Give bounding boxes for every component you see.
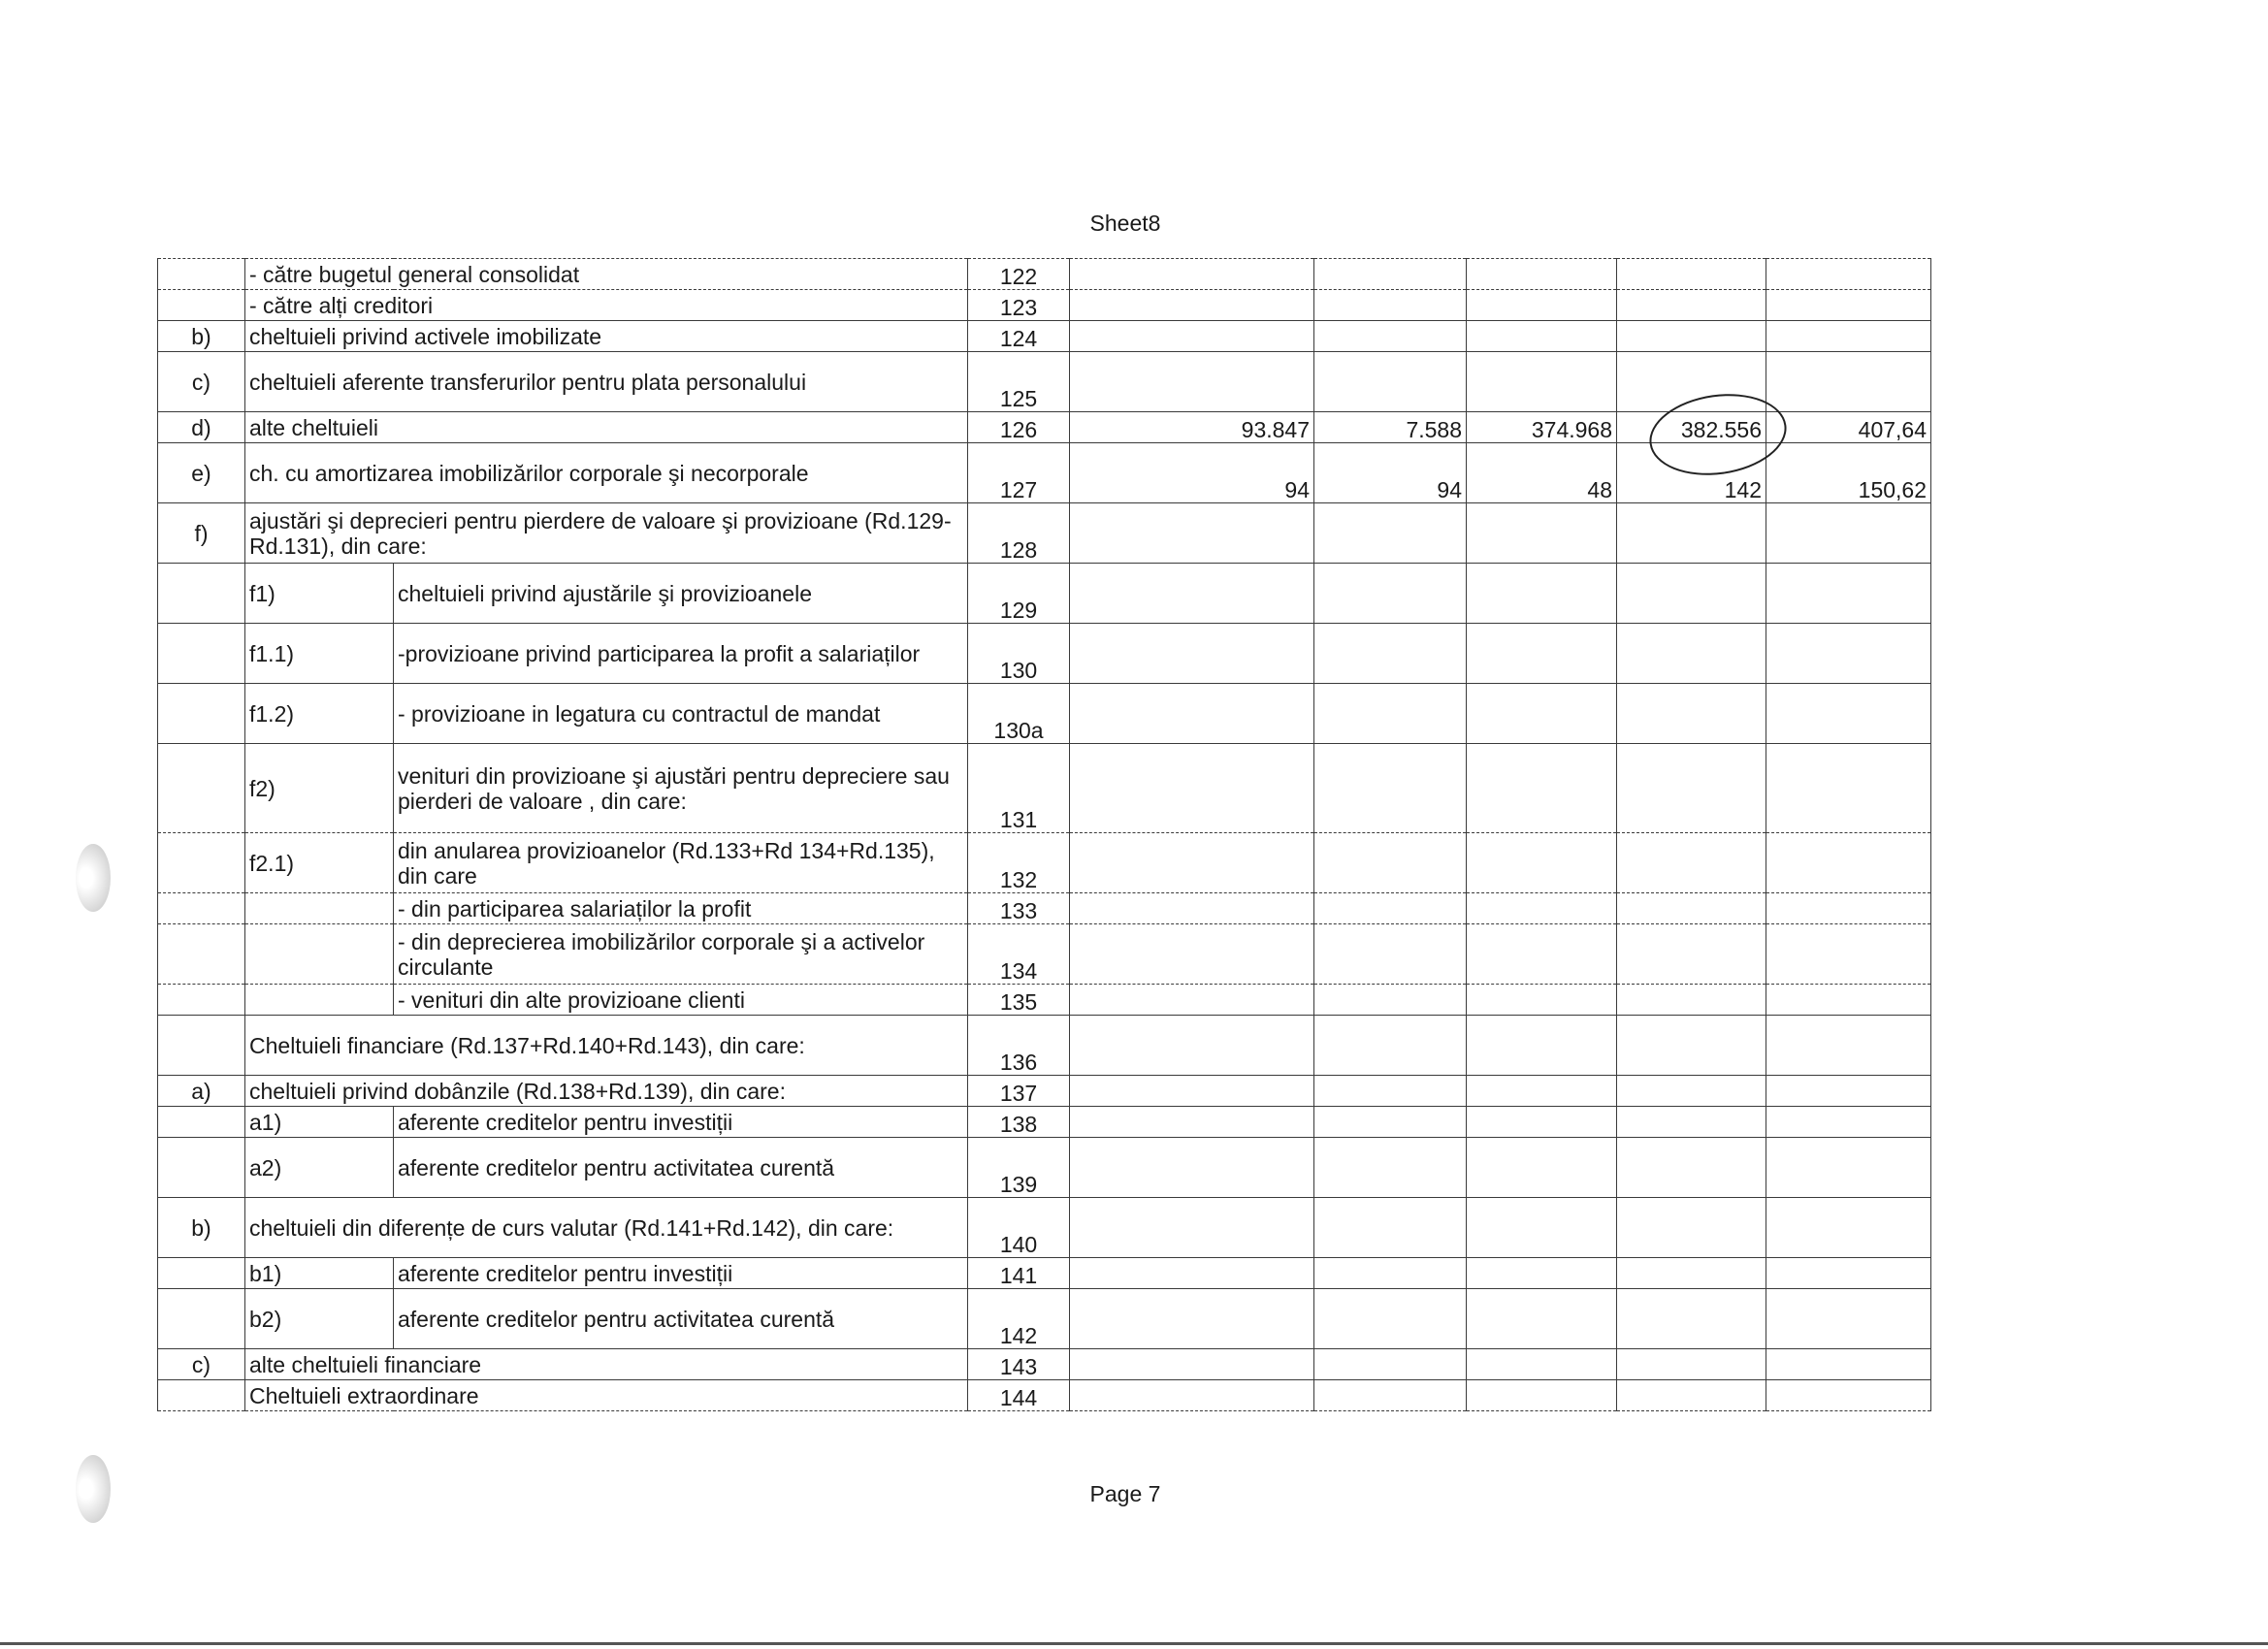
value-cell (1766, 1076, 1931, 1107)
row-sub-cell: b1) (245, 1258, 394, 1289)
row-label-cell: aferente creditelor pentru investiții (394, 1258, 968, 1289)
row-sub-cell: f1.2) (245, 684, 394, 744)
row-code-cell: 126 (968, 412, 1070, 443)
row-letter-cell (158, 1016, 245, 1076)
value-cell (1766, 1138, 1931, 1198)
page-edge (0, 1642, 2268, 1645)
sheet-title: Sheet8 (1089, 210, 1161, 236)
row-label-cell: venituri din provizioane şi ajustări pentru depreciere sau pierderi de valoare , din care: (394, 744, 968, 833)
value-cell (1070, 985, 1314, 1016)
row-label-cell: cheltuieli din diferențe de curs valutar (Rd.141+Rd.142), din care: (245, 1198, 968, 1258)
row-letter-cell (158, 259, 245, 290)
punch-hole-mark (76, 844, 111, 912)
value-cell (1314, 259, 1467, 290)
row-label-cell: - din deprecierea imobilizărilor corporale şi a activelor circulante (394, 924, 968, 985)
value-cell (1617, 985, 1766, 1016)
value-cell (1314, 1289, 1467, 1349)
value-cell (1467, 624, 1617, 684)
value-cell (1467, 1289, 1617, 1349)
table-row (158, 259, 1931, 290)
table-row (158, 321, 1931, 352)
value-cell (1617, 893, 1766, 924)
table-row (158, 503, 1931, 564)
row-sub-cell: a1) (245, 1107, 394, 1138)
row-letter-cell (158, 924, 245, 985)
row-code-cell: 127 (968, 443, 1070, 503)
value-cell (1766, 564, 1931, 624)
value-cell (1314, 321, 1467, 352)
value-cell: 94 (1070, 443, 1314, 503)
value-cell (1070, 833, 1314, 893)
row-code-cell: 143 (968, 1349, 1070, 1380)
value-cell (1314, 1380, 1467, 1411)
row-letter-cell (158, 1258, 245, 1289)
value-cell (1766, 624, 1931, 684)
value-cell (1766, 1289, 1931, 1349)
value-cell (1617, 503, 1766, 564)
value-cell: 374.968 (1467, 412, 1617, 443)
value-cell (1766, 893, 1931, 924)
value-cell (1467, 1380, 1617, 1411)
value-cell: 382.556 (1617, 412, 1766, 443)
value-cell (1070, 924, 1314, 985)
value-cell (1467, 1258, 1617, 1289)
value-cell (1314, 833, 1467, 893)
punch-hole-mark (76, 1455, 111, 1523)
value-cell (1617, 1016, 1766, 1076)
value-cell (1617, 259, 1766, 290)
value-cell (1467, 1016, 1617, 1076)
row-letter-cell: c) (158, 1349, 245, 1380)
value-cell (1314, 352, 1467, 412)
value-cell (1467, 1138, 1617, 1198)
value-cell (1070, 1138, 1314, 1198)
table-row (158, 893, 1931, 924)
value-cell (1617, 744, 1766, 833)
row-label-cell: Cheltuieli financiare (Rd.137+Rd.140+Rd.143), din care: (245, 1016, 968, 1076)
row-code-cell: 129 (968, 564, 1070, 624)
table-row (158, 924, 1931, 985)
value-cell (1467, 1076, 1617, 1107)
value-cell (1766, 259, 1931, 290)
row-label-cell: aferente creditelor pentru activitatea curentă (394, 1138, 968, 1198)
row-letter-cell (158, 1138, 245, 1198)
value-cell: 142 (1617, 443, 1766, 503)
table-row (158, 684, 1931, 744)
value-cell (1314, 503, 1467, 564)
value-cell (1766, 1107, 1931, 1138)
value-cell (1617, 1258, 1766, 1289)
row-letter-cell (158, 833, 245, 893)
row-code-cell: 132 (968, 833, 1070, 893)
row-letter-cell (158, 1107, 245, 1138)
value-cell (1314, 744, 1467, 833)
value-cell (1617, 684, 1766, 744)
value-cell: 407,64 (1766, 412, 1931, 443)
value-cell (1766, 321, 1931, 352)
value-cell (1070, 259, 1314, 290)
value-cell (1070, 1198, 1314, 1258)
row-label-cell: aferente creditelor pentru investiții (394, 1107, 968, 1138)
value-cell (1467, 985, 1617, 1016)
table-row (158, 744, 1931, 833)
value-cell (1070, 1107, 1314, 1138)
row-letter-cell (158, 684, 245, 744)
value-cell (1070, 893, 1314, 924)
row-code-cell: 122 (968, 259, 1070, 290)
value-cell (1617, 1198, 1766, 1258)
row-code-cell: 125 (968, 352, 1070, 412)
row-sub-cell: b2) (245, 1289, 394, 1349)
row-code-cell: 144 (968, 1380, 1070, 1411)
table-row (158, 1349, 1931, 1380)
row-code-cell: 130 (968, 624, 1070, 684)
row-letter-cell (158, 985, 245, 1016)
value-cell (1314, 1076, 1467, 1107)
value-cell (1070, 503, 1314, 564)
value-cell (1766, 985, 1931, 1016)
row-code-cell: 137 (968, 1076, 1070, 1107)
row-letter-cell (158, 1380, 245, 1411)
value-cell (1617, 321, 1766, 352)
value-cell (1617, 1107, 1766, 1138)
row-label-cell: aferente creditelor pentru activitatea curentă (394, 1289, 968, 1349)
table-row (158, 985, 1931, 1016)
row-sub-cell: f1.1) (245, 624, 394, 684)
value-cell (1617, 924, 1766, 985)
row-label-cell: ajustări şi deprecieri pentru pierdere de valoare şi provizioane (Rd.129-Rd.131), din care: (245, 503, 968, 564)
value-cell (1314, 1016, 1467, 1076)
value-cell: 93.847 (1070, 412, 1314, 443)
row-code-cell: 123 (968, 290, 1070, 321)
row-code-cell: 139 (968, 1138, 1070, 1198)
value-cell (1766, 1198, 1931, 1258)
value-cell (1467, 833, 1617, 893)
value-cell (1314, 290, 1467, 321)
table-row (158, 290, 1931, 321)
value-cell (1070, 1349, 1314, 1380)
row-letter-cell (158, 624, 245, 684)
row-sub-cell: f1) (245, 564, 394, 624)
row-label-cell: cheltuieli aferente transferurilor pentru plata personalului (245, 352, 968, 412)
row-letter-cell (158, 744, 245, 833)
row-label-cell: - provizioane in legatura cu contractul de mandat (394, 684, 968, 744)
row-label-cell: cheltuieli privind ajustările şi provizioanele (394, 564, 968, 624)
table-row (158, 1380, 1931, 1411)
row-label-cell: - către alți creditori (245, 290, 968, 321)
value-cell (1467, 924, 1617, 985)
row-letter-cell: c) (158, 352, 245, 412)
value-cell (1766, 1349, 1931, 1380)
row-label-cell: -provizioane privind participarea la profit a salariaților (394, 624, 968, 684)
value-cell (1070, 684, 1314, 744)
value-cell (1467, 321, 1617, 352)
value-cell (1467, 503, 1617, 564)
value-cell (1314, 1258, 1467, 1289)
value-cell (1766, 1258, 1931, 1289)
row-letter-cell (158, 290, 245, 321)
value-cell (1314, 893, 1467, 924)
value-cell: 48 (1467, 443, 1617, 503)
table-row (158, 1138, 1931, 1198)
value-cell (1314, 1349, 1467, 1380)
row-label-cell: ch. cu amortizarea imobilizărilor corporale şi necorporale (245, 443, 968, 503)
row-code-cell: 138 (968, 1107, 1070, 1138)
value-cell (1070, 1289, 1314, 1349)
row-label-cell: - din participarea salariaților la profit (394, 893, 968, 924)
row-letter-cell (158, 893, 245, 924)
value-cell (1617, 564, 1766, 624)
value-cell (1314, 1138, 1467, 1198)
row-letter-cell: e) (158, 443, 245, 503)
value-cell (1070, 1380, 1314, 1411)
value-cell (1617, 1138, 1766, 1198)
row-label-cell: - către bugetul general consolidat (245, 259, 968, 290)
value-cell (1617, 833, 1766, 893)
row-sub-cell (245, 893, 394, 924)
row-sub-cell (245, 924, 394, 985)
row-label-cell: alte cheltuieli financiare (245, 1349, 968, 1380)
row-sub-cell: f2) (245, 744, 394, 833)
table-row (158, 352, 1931, 412)
value-cell (1766, 684, 1931, 744)
value-cell (1467, 1198, 1617, 1258)
row-code-cell: 135 (968, 985, 1070, 1016)
row-letter-cell: b) (158, 1198, 245, 1258)
value-cell (1467, 564, 1617, 624)
value-cell (1070, 744, 1314, 833)
value-cell: 150,62 (1766, 443, 1931, 503)
row-label-cell: din anularea provizioanelor (Rd.133+Rd 134+Rd.135), din care (394, 833, 968, 893)
row-sub-cell (245, 985, 394, 1016)
value-cell (1766, 924, 1931, 985)
value-cell (1617, 624, 1766, 684)
value-cell: 94 (1314, 443, 1467, 503)
row-label-cell: cheltuieli privind activele imobilizate (245, 321, 968, 352)
row-code-cell: 131 (968, 744, 1070, 833)
value-cell (1314, 624, 1467, 684)
row-letter-cell: b) (158, 321, 245, 352)
row-sub-cell: f2.1) (245, 833, 394, 893)
value-cell (1070, 564, 1314, 624)
value-cell (1314, 1107, 1467, 1138)
table-row (158, 624, 1931, 684)
row-label-cell: Cheltuieli extraordinare (245, 1380, 968, 1411)
value-cell (1467, 1349, 1617, 1380)
value-cell (1070, 624, 1314, 684)
row-letter-cell (158, 1289, 245, 1349)
row-letter-cell: f) (158, 503, 245, 564)
value-cell (1617, 1289, 1766, 1349)
table-row (158, 833, 1931, 893)
value-cell (1467, 290, 1617, 321)
value-cell (1467, 1107, 1617, 1138)
value-cell (1070, 1076, 1314, 1107)
value-cell (1617, 290, 1766, 321)
page-number: Page 7 (1089, 1481, 1161, 1506)
row-letter-cell (158, 564, 245, 624)
table-row (158, 1076, 1931, 1107)
value-cell: 7.588 (1314, 412, 1467, 443)
row-label-cell: - venituri din alte provizioane clienti (394, 985, 968, 1016)
value-cell (1070, 321, 1314, 352)
row-label-cell: cheltuieli privind dobânzile (Rd.138+Rd.139), din care: (245, 1076, 968, 1107)
row-letter-cell: a) (158, 1076, 245, 1107)
row-code-cell: 142 (968, 1289, 1070, 1349)
value-cell (1467, 259, 1617, 290)
row-code-cell: 133 (968, 893, 1070, 924)
value-cell (1617, 1349, 1766, 1380)
value-cell (1617, 1380, 1766, 1411)
value-cell (1070, 290, 1314, 321)
table-row (158, 1258, 1931, 1289)
table-row (158, 1198, 1931, 1258)
row-code-cell: 128 (968, 503, 1070, 564)
value-cell (1766, 1380, 1931, 1411)
row-sub-cell: a2) (245, 1138, 394, 1198)
row-code-cell: 141 (968, 1258, 1070, 1289)
value-cell (1766, 290, 1931, 321)
value-cell (1467, 684, 1617, 744)
value-cell (1314, 924, 1467, 985)
value-cell (1070, 1258, 1314, 1289)
value-cell (1467, 744, 1617, 833)
value-cell (1467, 893, 1617, 924)
table-row (158, 1016, 1931, 1076)
table-row (158, 1289, 1931, 1349)
row-code-cell: 136 (968, 1016, 1070, 1076)
row-code-cell: 134 (968, 924, 1070, 985)
table-row (158, 1107, 1931, 1138)
value-cell (1314, 1198, 1467, 1258)
value-cell (1314, 684, 1467, 744)
row-code-cell: 124 (968, 321, 1070, 352)
row-code-cell: 130a (968, 684, 1070, 744)
value-cell (1766, 833, 1931, 893)
row-label-cell: alte cheltuieli (245, 412, 968, 443)
value-cell (1070, 1016, 1314, 1076)
table-row (158, 564, 1931, 624)
value-cell (1766, 503, 1931, 564)
row-letter-cell: d) (158, 412, 245, 443)
value-cell (1766, 352, 1931, 412)
row-code-cell: 140 (968, 1198, 1070, 1258)
value-cell (1766, 1016, 1931, 1076)
value-cell (1766, 744, 1931, 833)
value-cell (1314, 564, 1467, 624)
value-cell (1617, 1076, 1766, 1107)
value-cell (1314, 985, 1467, 1016)
value-cell (1070, 352, 1314, 412)
value-cell (1467, 352, 1617, 412)
